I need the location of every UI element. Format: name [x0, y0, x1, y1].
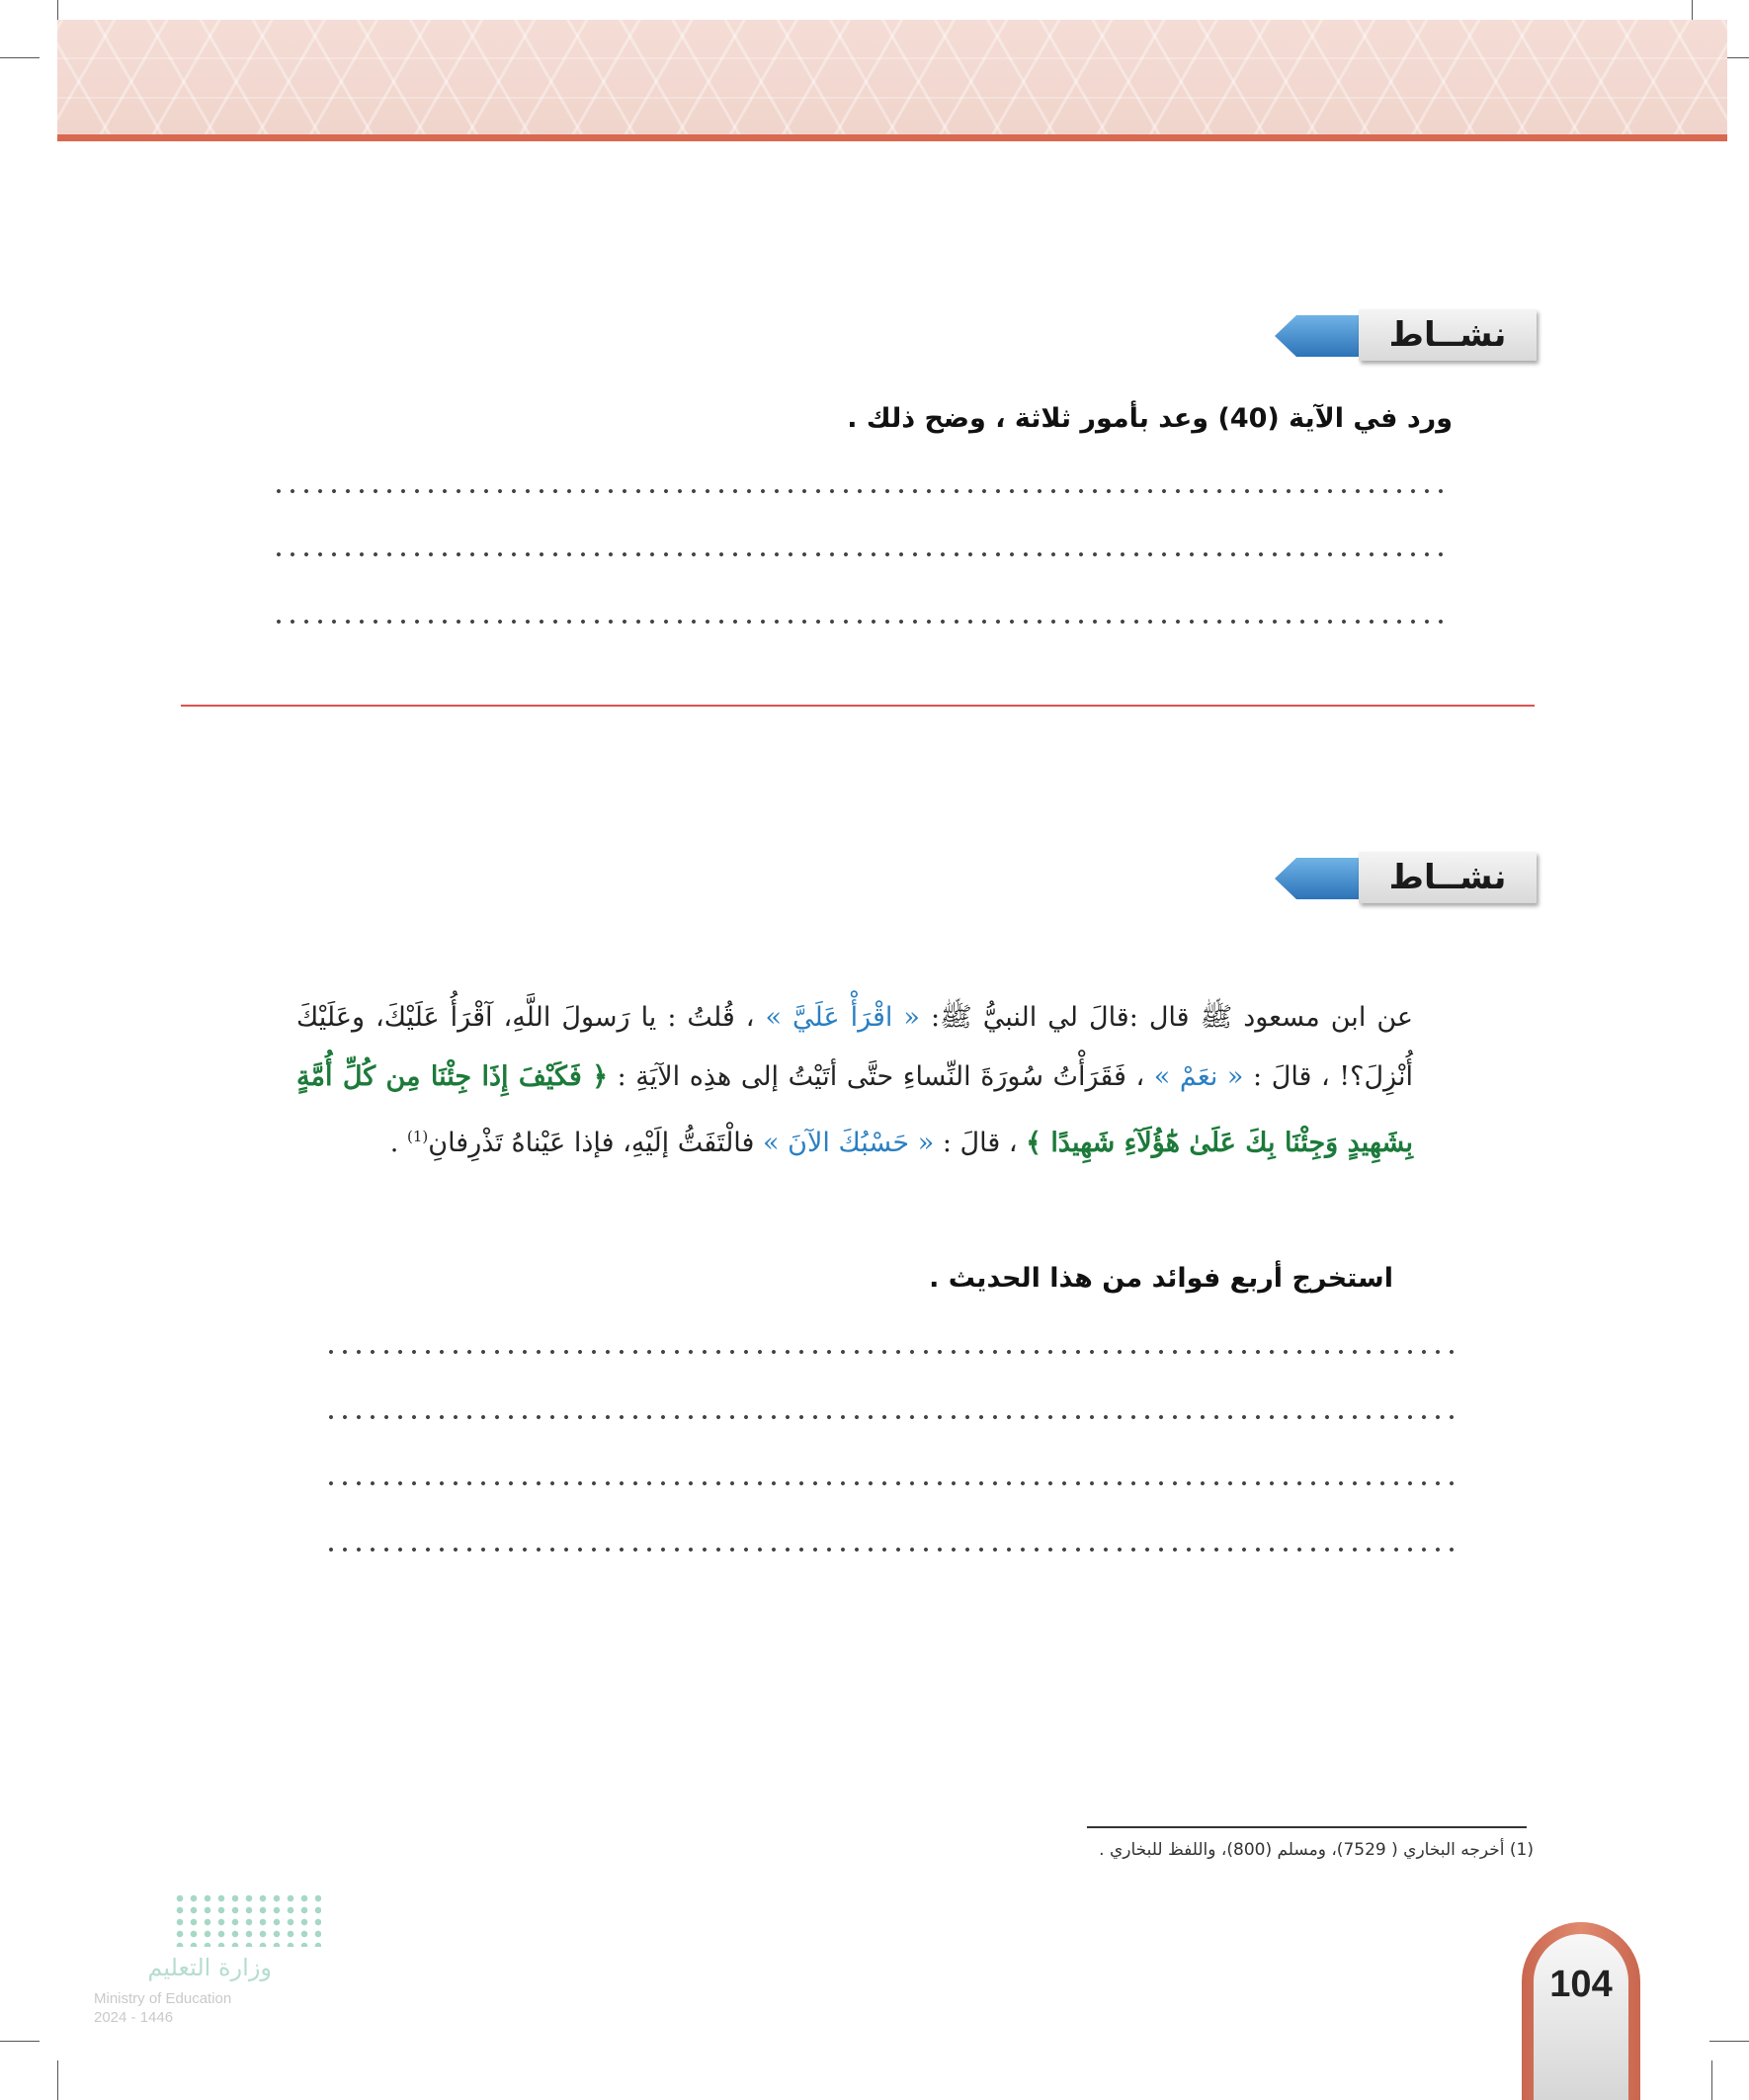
activity-1-tab [1275, 309, 1537, 365]
crop-mark [1709, 2041, 1749, 2042]
quran-verse: ﴿ فَكَيْفَ إِذَا جِئْنَا مِن كُلِّ أُمَّةٍ بِشَهِيدٍ وَجِئْنَا بِكَ عَلَىٰ هَٰٓؤُلَآءِ شَهِيدًا ﴾ [296, 1061, 1413, 1158]
logo-year: 2024 - 1446 [94, 2009, 174, 2026]
ministry-logo [94, 1892, 331, 2041]
hadith-text: عن ابن مسعود ﷺ قال :قالَ لي النبيُّ ﷺ: [930, 1002, 1413, 1033]
logo-english-name: Ministry of Education [94, 1990, 232, 2007]
hadith-text: ، قالَ : [942, 1128, 1018, 1158]
hadith-quote: « حَسْبُكَ الآنَ » [763, 1128, 935, 1158]
answer-line[interactable] [272, 486, 1448, 496]
answer-line[interactable] [272, 617, 1448, 627]
crop-mark [1711, 2060, 1712, 2100]
logo-english-text [94, 1989, 272, 2027]
hadith-quote: « نعَمْ » [1153, 1061, 1244, 1092]
crop-mark [57, 2060, 58, 2100]
hadith-paragraph [296, 988, 1413, 1173]
activity-2-question: استخرج أربع فوائد من هذا الحديث . [929, 1263, 1393, 1294]
logo-arabic-text: وزارة التعليم [147, 1954, 272, 1981]
answer-line[interactable] [272, 549, 1448, 559]
activity-2-title: نشــاط [1359, 852, 1537, 903]
answer-line[interactable] [324, 1347, 1462, 1357]
section-separator [181, 705, 1535, 707]
footnote-marker: (1) [406, 1128, 429, 1145]
hadith-text: ، فَقَرَأْتُ سُورَةَ النِّساءِ حتَّى أتَيْتُ إلى هذِه الآيَةِ : [617, 1061, 1145, 1092]
answer-line[interactable] [324, 1412, 1462, 1422]
page-number-badge [1522, 1922, 1640, 2100]
answer-line[interactable] [324, 1478, 1462, 1488]
header-pattern-band [57, 20, 1727, 138]
page-number: 104 [1534, 1934, 1628, 2100]
hadith-text: . [389, 1128, 399, 1158]
footnote-rule [1087, 1826, 1527, 1828]
hadith-text: ، قُلتُ : يا رَسولَ اللَّهِ، آقْرَأُ عَلَيْكَ، وعَلَيْكَ أُنْزِلَ؟! ، قالَ : [296, 1002, 1414, 1092]
header-accent-line [57, 134, 1727, 141]
hadith-text: فالْتَفَتُّ إلَيْهِ، فإذا عَيْناهُ تَذْرِفانِ [428, 1128, 755, 1158]
crop-mark [0, 57, 40, 58]
activity-2-tab [1275, 852, 1537, 907]
logo-dots-icon [173, 1892, 321, 1947]
answer-line[interactable] [324, 1545, 1462, 1554]
activity-1-title: نشــاط [1359, 309, 1537, 361]
hadith-quote: « اقْرَأْ عَلَيَّ » [765, 1002, 920, 1033]
footnote-text: (1) أخرجه البخاري ( 7529)، ومسلم (800)، واللفظ للبخاري . [1099, 1840, 1534, 1860]
crop-mark [0, 2041, 40, 2042]
activity-1-question: ورد في الآية (40) وعد بأمور ثلاثة ، وضح ذلك . [847, 403, 1453, 434]
